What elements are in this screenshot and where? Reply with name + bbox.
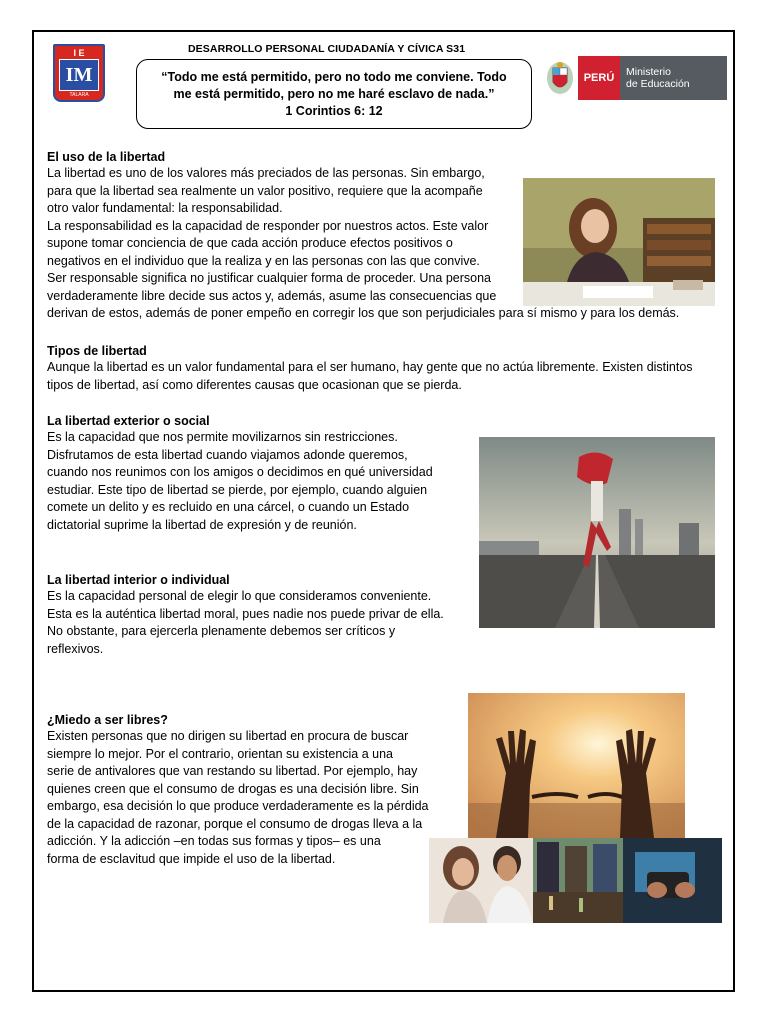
quote-box [136,59,532,129]
text-libertad-exterior: Es la capacidad que nos permite movilizarnos sin restricciones. Disfrutamos de esta libertad cuando viajamos adonde queremos, cuando nos reunimos con los amigos o decidimos en qué universidad estudiar. Este tipo de libertad se pierde, por ejemplo, cuando alguien comete un delito y es recluido en una cárcel, o cuando un Estado dictatorial suprime la libertad de expresión y de reunión. [47,430,433,532]
quote-reference: 1 Corintios 6: 12 [285,104,383,118]
text-miedo-ser-libres: Existen personas que no dirigen su libertad en procura de buscar siempre lo mejor. Por el contrario, orientan su existencia a una serie de antivalores que van restando su libertad. Por ejemplo, hay quienes creen que el consumo de drogas es una decisión libre. Sin embargo, esa decisión lo que produce verdaderamente es la pérdida de la capacidad de razonar, porque el consumo de drogas lleva a la adicción. Y la adicción –en todas sus formas y tipos– es una forma de esclavitud que impide el uso de la libertad. [47,729,429,866]
girl-jumping-road-image [479,437,715,628]
ministry-logo [546,56,727,100]
heading-miedo-ser-libres: ¿Miedo a ser libres? [47,713,168,727]
heading-tipos-libertad: Tipos de libertad [47,344,147,358]
document-title: DESARROLLO PERSONAL CIUDADANÍA Y CÍVICA S31 [188,43,466,55]
heading-libertad-exterior: La libertad exterior o social [47,414,210,428]
addiction-collage-image [429,838,722,923]
text-libertad-interior: Es la capacidad personal de elegir lo que consideramos conveniente. Esta es la auténtica libertad moral, pues nadie nos puede privar de ella. No obstante, para ejercerla plenamente debemos ser críticos y reflexivos. [47,589,444,656]
heading-libertad-interior: La libertad interior o individual [47,573,230,587]
ministry-country: PERÚ [578,56,620,100]
ministry-name-line-2: de Educación [626,78,690,90]
national-shield-icon [546,60,574,96]
broken-chains-hands-image [468,693,685,838]
girl-studying-image [523,178,715,306]
school-logo-sub: TALARA [69,92,89,98]
quote-line-2: me está permitido, pero no me haré esclavo de nada.” [173,87,495,101]
text-uso-libertad: La libertad es uno de los valores más preciados de las personas. Sin embargo, para que la libertad sea realmente un valor positivo, requiere que la acompañe otro valor fundamental: la responsabilidad. La responsabilidad es la capacidad de responder por nuestros actos. Este valor supone tomar conciencia de que cada acción produce efectos positivos o negativos en el individuo que la realiza y en las personas con las que convive. Ser responsable significa no justificar cualquier forma de proceder. Una persona verdaderamente libre decide sus actos y, además, asume las consecuencias que derivan de estos, además de poner empeño en corregir los que son perjudiciales para sí mismo y para los demás. [47,166,680,320]
school-logo-main: IM [59,59,99,91]
text-tipos-libertad: Aunque la libertad es un valor fundamental para el ser humano, hay gente que no actúa libremente. Existen distintos tipos de libertad, así como diferentes causas que ocasionan que se pierda. [47,360,693,392]
quote-line-1: “Todo me está permitido, pero no todo me conviene. Todo [161,70,507,84]
heading-uso-libertad: El uso de la libertad [47,150,166,164]
ministry-name-line-1: Ministerio [626,66,671,78]
ministry-name [620,56,727,100]
school-logo [53,44,105,102]
school-logo-top: I E [73,48,85,58]
